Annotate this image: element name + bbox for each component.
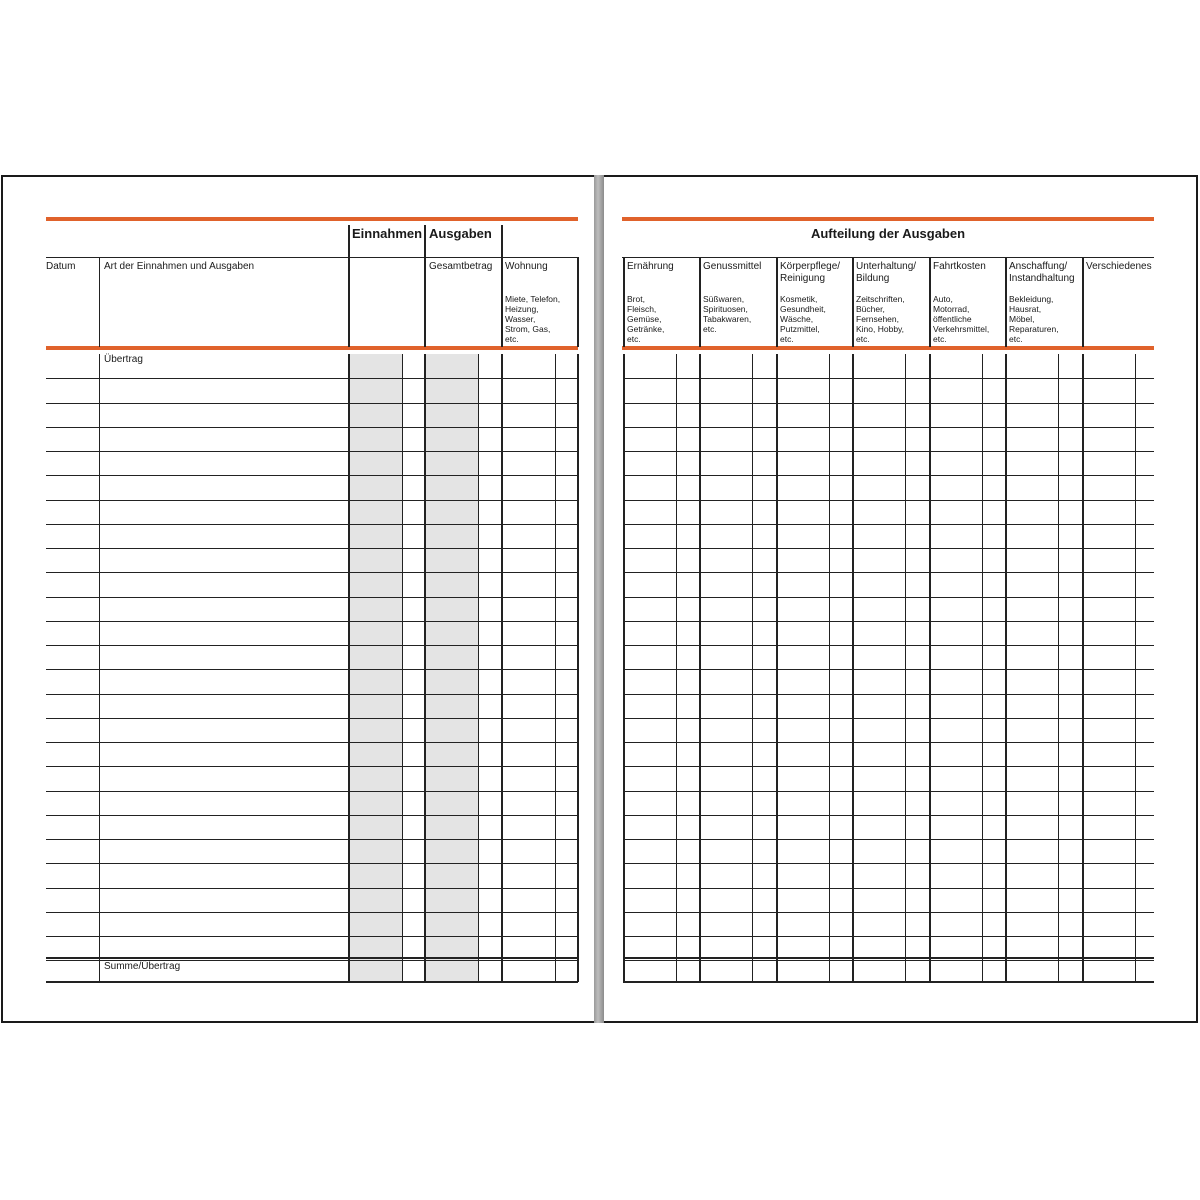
expense-column-sub: Brot, Fleisch, Gemüse, Getränke, etc. [627,294,665,344]
expense-column-sub: Süßwaren, Spirituosen, Tabakwaren, etc. [703,294,752,334]
expense-column-header: Ernährung [627,261,674,272]
expense-column-header: Körperpflege/ Reinigung [780,261,841,284]
expense-column-header: Verschiedenes [1086,261,1152,272]
col-date-header: Datum [46,261,76,272]
expenses-group-header: Ausgaben [429,226,492,241]
sum-carry-label: Summe/Übertrag [104,961,181,972]
col-housing-sub: Miete, Telefon, Heizung, Wasser, Strom, Gas, etc. [505,294,561,344]
expense-column-header: Unterhaltung/ Bildung [856,261,917,284]
expense-column-sub: Zeitschriften, Bücher, Fernsehen, Kino, Hobby, etc. [856,294,905,344]
income-group-header: Einnahmen [352,226,423,241]
col-total-header: Gesamtbetrag [429,261,493,272]
expense-column-header: Genussmittel [703,261,762,272]
expense-column-sub: Auto, Motorrad, öffentliche Verkehrsmittel, etc. [933,294,990,344]
expense-column-sub: Kosmetik, Gesundheit, Wäsche, Putzmittel, etc. [780,294,826,344]
expense-column-header: Anschaffung/ Instandhaltung [1009,261,1075,284]
expense-column-header: Fahrtkosten [933,261,986,272]
col-housing-header: Wohnung [505,261,548,272]
expense-breakdown-title: Aufteilung der Ausgaben [810,226,966,241]
expense-column-sub: Bekleidung, Hausrat, Möbel, Reparaturen, etc. [1009,294,1059,344]
carry-forward-label: Übertrag [104,354,143,365]
book-spine [594,175,604,1023]
col-type-header: Art der Einnahmen und Ausgaben [104,261,255,272]
